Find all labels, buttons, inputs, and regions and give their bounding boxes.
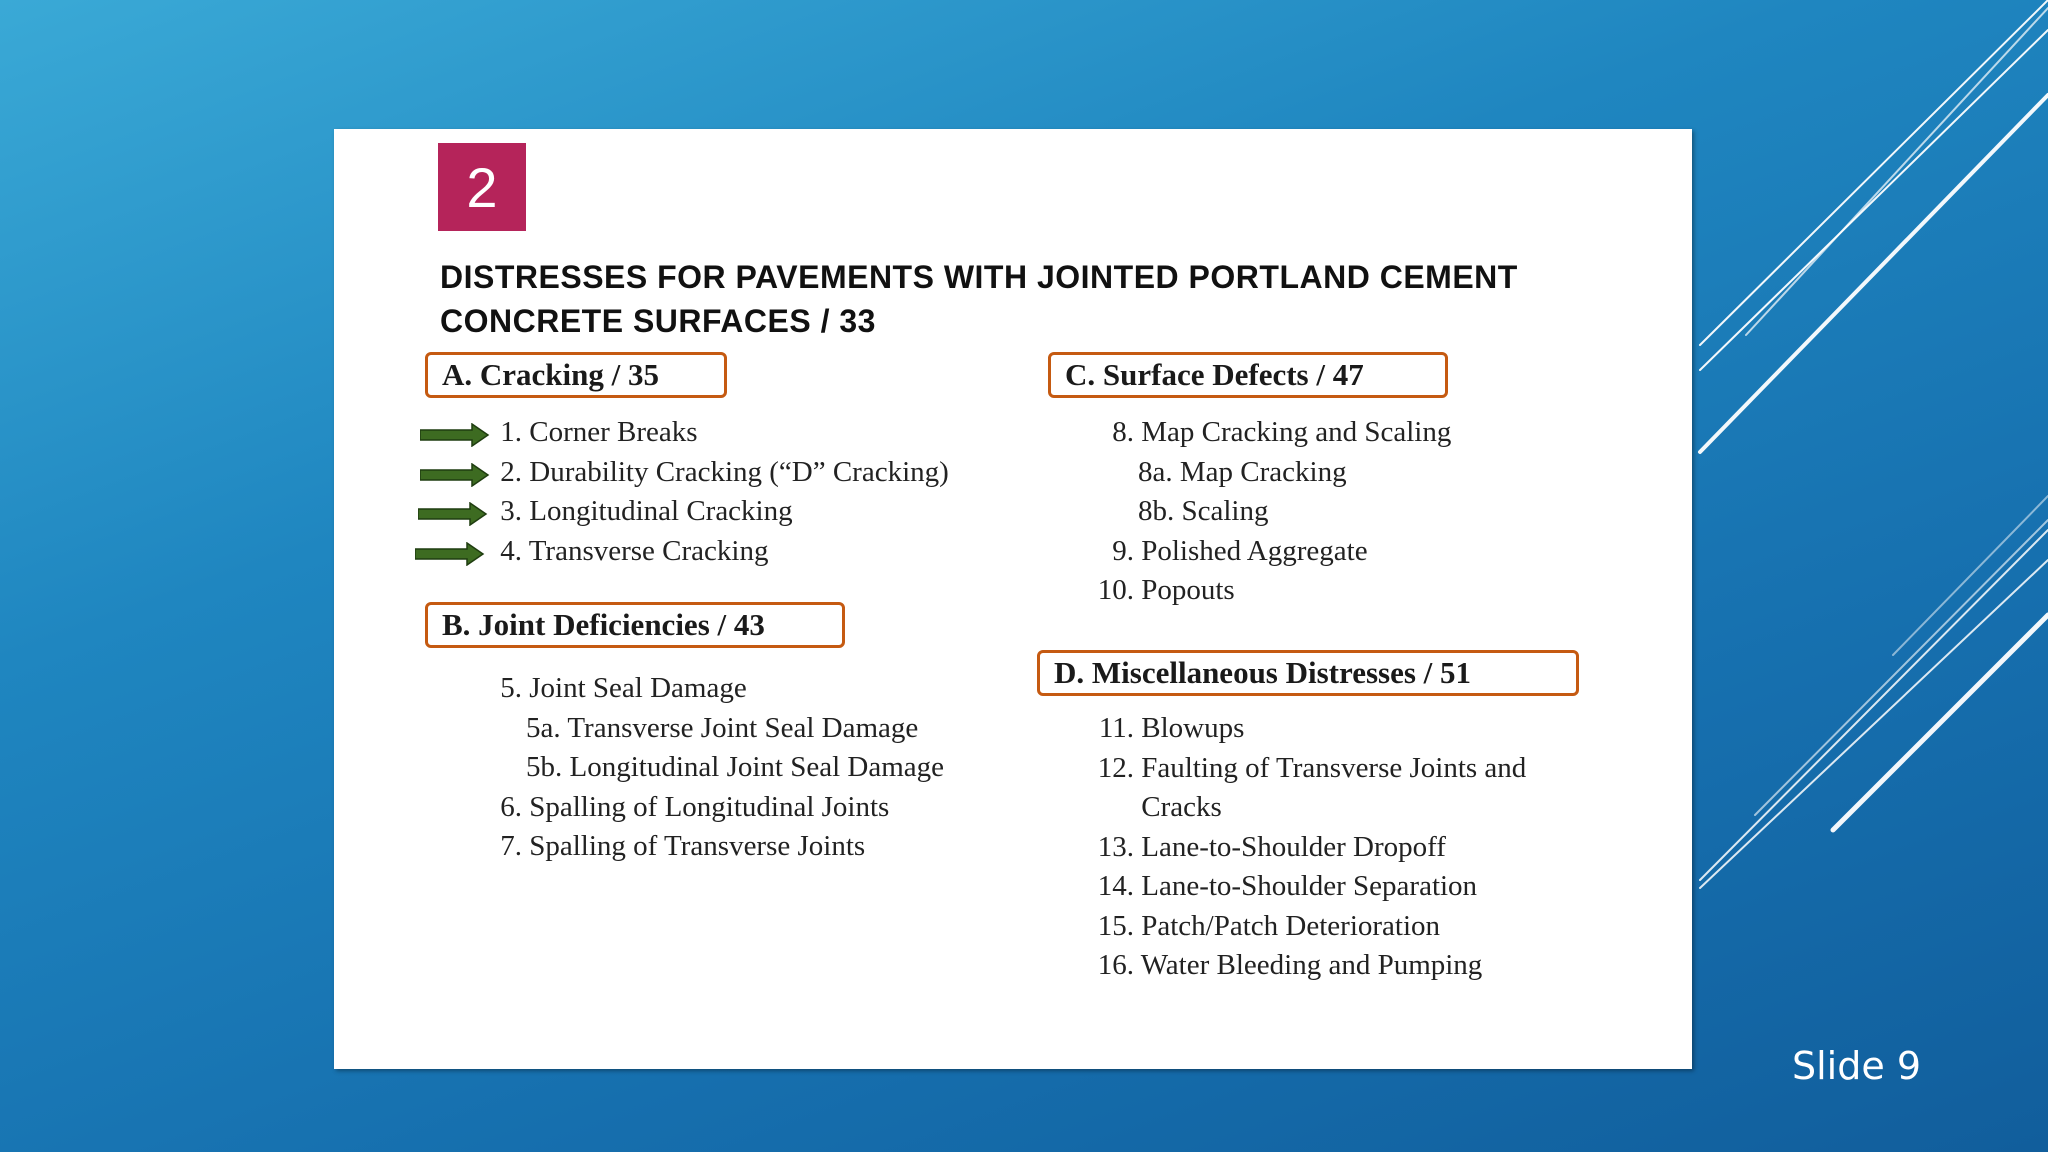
heading-line-2: CONCRETE SURFACES / 33: [440, 303, 876, 339]
list-item: 5a. Transverse Joint Seal Damage: [526, 711, 919, 744]
section-c-list: [1094, 413, 1451, 611]
section-b-list: [494, 669, 944, 867]
list-item: Cracks: [1141, 791, 1222, 823]
arrow-right-icon: [420, 463, 490, 487]
list-item: 9. Polished Aggregate: [1112, 534, 1368, 567]
arrow-right-icon: [415, 542, 485, 566]
list-item: 8b. Scaling: [1138, 495, 1269, 527]
heading-line-1: DISTRESSES FOR PAVEMENTS WITH JOINTED PORTLAND CEMENT: [440, 259, 1518, 295]
arrow-right-icon: [418, 502, 488, 526]
figure-card: [334, 129, 1692, 1069]
list-item: 13. Lane-to-Shoulder Dropoff: [1097, 830, 1446, 863]
section-c-title: C. Surface Defects / 47: [1048, 352, 1448, 398]
section-a-list: [420, 413, 949, 571]
list-item: 5b. Longitudinal Joint Seal Damage: [526, 751, 945, 783]
arrow-right-icon: [420, 423, 490, 447]
list-item: 2. Durability Cracking (“D” Cracking): [420, 453, 949, 493]
figure-heading: [440, 255, 1670, 343]
list-item: 15. Patch/Patch Deterioration: [1097, 909, 1441, 942]
section-d-list: [1094, 709, 1526, 986]
section-b-title: B. Joint Deficiencies / 43: [425, 602, 845, 648]
list-item: 6. Spalling of Longitudinal Joints: [500, 790, 890, 823]
list-item: 1. Corner Breaks: [420, 413, 949, 453]
list-item: 5. Joint Seal Damage: [500, 672, 747, 704]
list-item: 8a. Map Cracking: [1138, 455, 1347, 488]
section-a-title: A. Cracking / 35: [425, 352, 727, 398]
list-item: 11. Blowups: [1098, 712, 1245, 744]
list-item: 4. Transverse Cracking: [420, 532, 949, 572]
list-item: 12. Faulting of Transverse Joints and: [1097, 751, 1527, 784]
list-item: 16. Water Bleeding and Pumping: [1097, 949, 1483, 981]
list-item: 7. Spalling of Transverse Joints: [500, 830, 866, 862]
list-item: 10. Popouts: [1097, 574, 1235, 606]
section-d-title: D. Miscellaneous Distresses / 51: [1037, 650, 1579, 696]
list-item: 8. Map Cracking and Scaling: [1112, 416, 1452, 448]
list-item: 3. Longitudinal Cracking: [420, 492, 949, 532]
list-item: 14. Lane-to-Shoulder Separation: [1097, 870, 1478, 902]
slide-number: Slide 9: [1792, 1044, 1921, 1088]
figure-number-badge: 2: [438, 143, 526, 231]
